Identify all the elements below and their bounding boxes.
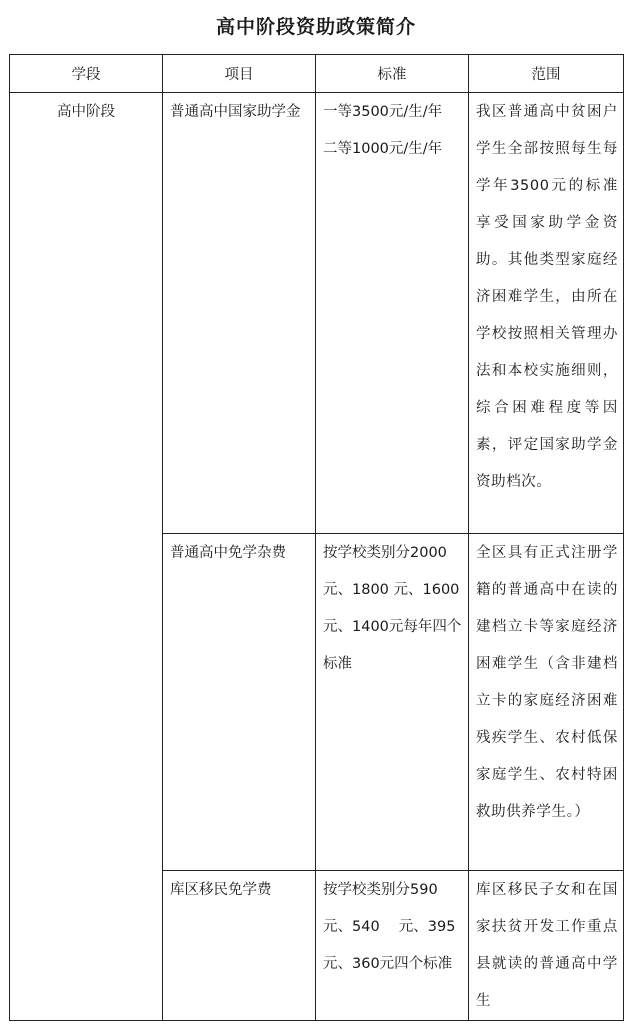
scope-text: 库区移民子女和在国家扶贫开发工作重点县就读的普通高中学生 bbox=[476, 882, 618, 1009]
scope-text: 我区普通高中贫困户学生全部按照每生每学年3500元的标准享受国家助学金资助。其他类型家庭经济困难学生，由所在学校按照相关管理办法和本校实施细则，综合困难程度等因素，评定国家助学金资助档次。 bbox=[476, 104, 618, 490]
scope-cell bbox=[469, 534, 624, 871]
standard-text: 按学校类别分2000元、1800 元、1600元、1400元每年四个标准 bbox=[323, 545, 462, 672]
standard-cell bbox=[316, 871, 469, 1021]
standard-cell bbox=[316, 534, 469, 871]
table-header-row bbox=[10, 55, 624, 93]
scope-text: 全区具有正式注册学籍的普通高中在读的建档立卡等家庭经济困难学生（含非建档立卡的家庭经济困难残疾学生、农村低保家庭学生、农村特困救助供养学生。） bbox=[476, 545, 618, 820]
item-label: 普通高中免学杂费 bbox=[170, 545, 286, 561]
item-label: 普通高中国家助学金 bbox=[170, 104, 301, 120]
scope-cell bbox=[469, 871, 624, 1021]
standard-text: 一等3500元/生/年 二等1000元/生/年 bbox=[323, 104, 443, 157]
item-label: 库区移民免学费 bbox=[170, 882, 272, 898]
header-scope: 范围 bbox=[469, 55, 624, 93]
scope-cell bbox=[469, 93, 624, 534]
header-stage: 学段 bbox=[10, 55, 163, 93]
item-cell bbox=[163, 93, 316, 534]
policy-table bbox=[9, 54, 624, 1021]
header-standard: 标准 bbox=[316, 55, 469, 93]
stage-label: 高中阶段 bbox=[57, 104, 115, 120]
standard-text: 按学校类别分590元、540 元、395元、360元四个标准 bbox=[323, 882, 456, 972]
table-row bbox=[10, 93, 624, 534]
header-item: 项目 bbox=[163, 55, 316, 93]
item-cell bbox=[163, 871, 316, 1021]
standard-cell bbox=[316, 93, 469, 534]
document-title: 高中阶段资助政策简介 bbox=[215, 16, 416, 38]
item-cell bbox=[163, 534, 316, 871]
stage-cell bbox=[10, 93, 163, 1021]
